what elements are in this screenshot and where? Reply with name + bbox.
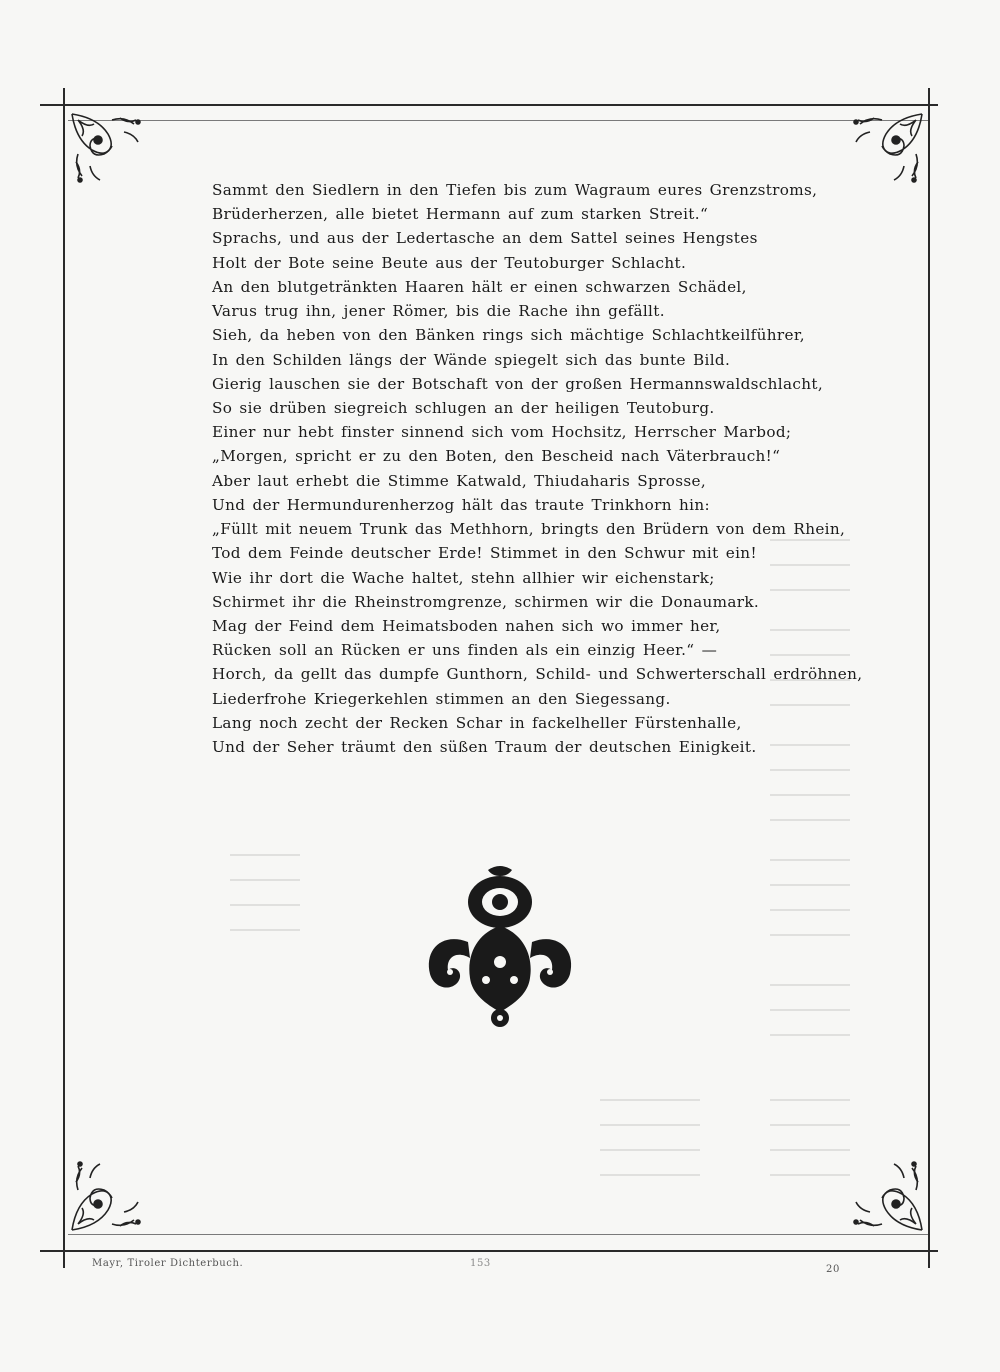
- poem-line: Und der Seher träumt den süßen Traum der deutschen Einigkeit.: [212, 738, 757, 757]
- frame-top-rule: [40, 104, 938, 106]
- poem-line: Horch, da gellt das dumpfe Gunthorn, Schild- und Schwerterschall erdröhnen,: [212, 665, 863, 684]
- poem-line: Mag der Feind dem Heimatsboden nahen sich wo immer her,: [212, 616, 721, 635]
- poem-line: Rücken soll an Rücken er uns finden als ein einzig Heer.“ —: [212, 641, 718, 660]
- poem-line: „Morgen, spricht er zu den Boten, den Bescheid nach Väterbrauch!“: [212, 447, 781, 466]
- poem-text-block: [212, 178, 863, 759]
- poem-line: In den Schilden längs der Wände spiegelt sich das bunte Bild.: [212, 350, 731, 369]
- poem-line: Schirmet ihr die Rheinstromgrenze, schirmen wir die Donaumark.: [212, 592, 760, 611]
- signature-mark: 20: [826, 1264, 840, 1275]
- poem-line: Holt der Bote seine Beute aus der Teutoburger Schlacht.: [212, 253, 687, 272]
- frame-inner-bottom-rule: [68, 1234, 928, 1235]
- filigree-corner-icon: [68, 1144, 158, 1234]
- poem-line: Brüderherzen, alle bietet Hermann auf zum starken Streit.“: [212, 205, 709, 224]
- filigree-corner-icon: [836, 110, 926, 200]
- poem-line: „Füllt mit neuem Trunk das Methhorn, bringts den Brüdern von dem Rhein,: [212, 520, 846, 539]
- poem-line: Einer nur hebt finster sinnend sich vom Hochsitz, Herrscher Marbod;: [212, 423, 792, 442]
- poem-line: An den blutgetränkten Haaren hält er einen schwarzen Schädel,: [212, 277, 747, 296]
- poem-line: Wie ihr dort die Wache haltet, stehn allhier wir eichenstark;: [212, 568, 715, 587]
- filigree-corner-icon: [68, 110, 158, 200]
- frame-bottom-rule: [40, 1250, 938, 1252]
- frame-inner-top-rule: [68, 120, 928, 121]
- fleur-de-lis-ornament-icon: [420, 862, 580, 1032]
- poem-line: Und der Hermundurenherzog hält das traute Trinkhorn hin:: [212, 495, 710, 514]
- frame-right-rule: [928, 88, 930, 1268]
- poem-line: Sieh, da heben von den Bänken rings sich mächtige Schlachtkeilführer,: [212, 326, 805, 345]
- poem-line: Sammt den Siedlern in den Tiefen bis zum Wagraum eures Grenzstroms,: [212, 181, 818, 199]
- running-title: Mayr, Tiroler Dichterbuch.: [92, 1258, 244, 1269]
- poem-line: Gierig lauschen sie der Botschaft von der großen Hermannswaldschlacht,: [212, 374, 824, 393]
- frame-left-rule: [63, 88, 65, 1268]
- poem-line: Aber laut erhebt die Stimme Katwald, Thiudaharis Sprosse,: [212, 471, 707, 490]
- filigree-corner-icon: [836, 1144, 926, 1234]
- poem-line: Sprachs, und aus der Ledertasche an dem Sattel seines Hengstes: [212, 229, 758, 248]
- poem-line: Varus trug ihn, jener Römer, bis die Rache ihn gefällt.: [212, 302, 665, 321]
- poem-line: So sie drüben siegreich schlugen an der heiligen Teutoburg.: [212, 398, 715, 417]
- page-number: 153: [470, 1258, 491, 1269]
- poem-line: Tod dem Feinde deutscher Erde! Stimmet in den Schwur mit ein!: [212, 544, 757, 563]
- poem-line: Liederfrohe Kriegerkehlen stimmen an den Siegessang.: [212, 689, 671, 708]
- poem-line: Lang noch zecht der Recken Schar in fackelheller Fürstenhalle,: [212, 713, 742, 732]
